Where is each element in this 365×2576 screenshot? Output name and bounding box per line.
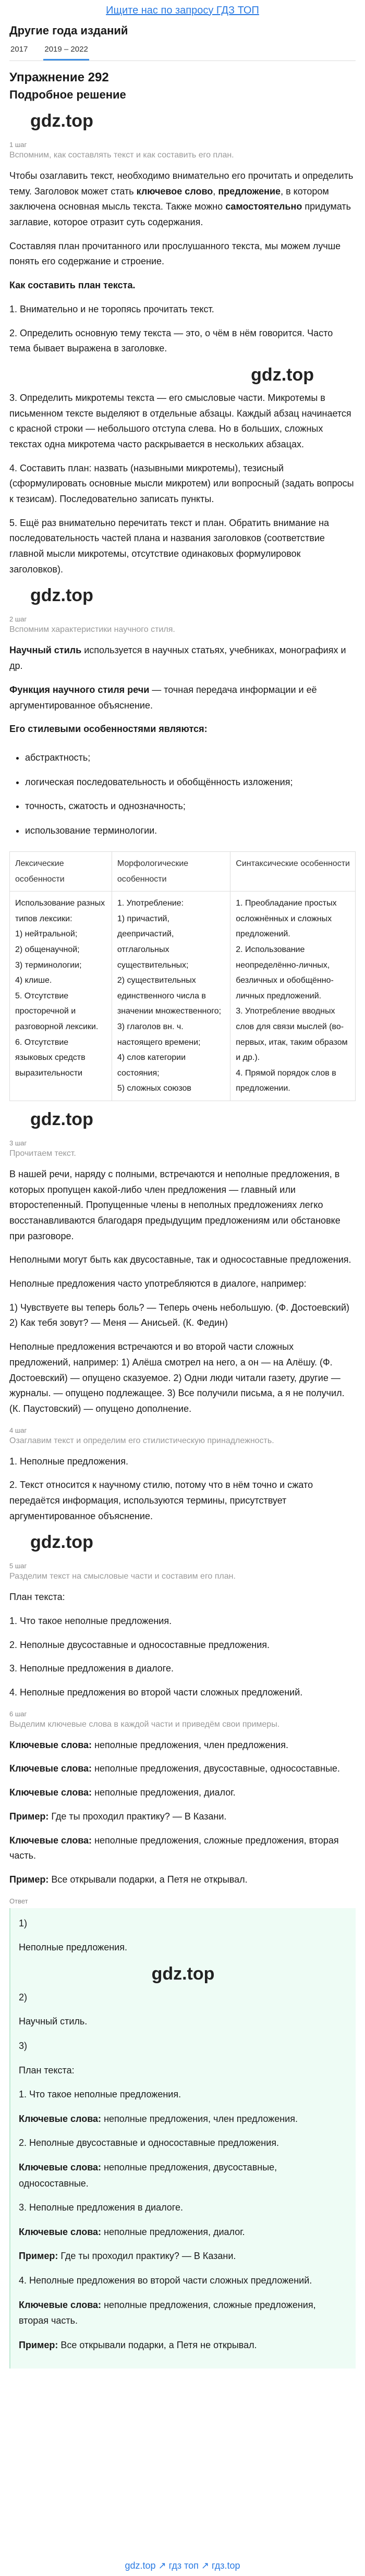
step-label: 5 шаг — [9, 1562, 27, 1570]
list-item: 3. Определить микротемы текста — его смысловые части. Микротемы в письменном тексте выделяют в отдельные абзацы. Каждый абзац начинается с красной строки — небольшого отступа слева. Но в больших, сложных текстах одна микротема часто раскрывается в нескольких абзацах. — [9, 392, 351, 449]
paragraph: Функция научного стиля речи — точная передача информации и её аргументированное объяснение. — [9, 684, 317, 711]
answer-label: Ответ — [9, 1897, 28, 1905]
step-label: 6 шаг — [9, 1710, 27, 1718]
list-item: 1. Что такое неполные предложения. — [19, 2089, 181, 2100]
top-search-link[interactable]: Ищите нас по запросу ГДЗ ТОП — [106, 4, 259, 16]
answer-line: Научный стиль. — [19, 2016, 88, 2027]
example-line: Пример: Где ты проходил практику? — В Казани. — [19, 2251, 236, 2262]
keywords-line: Ключевые слова: неполные предложения, диалог. — [9, 1787, 236, 1798]
table-header: Лексические особенности — [10, 852, 112, 892]
table-header: Синтаксические особенности — [230, 852, 356, 892]
keywords-line: Ключевые слова: неполные предложения, член предложения. — [9, 1739, 288, 1750]
watermark: gdz.top — [30, 585, 93, 606]
keywords-line: Ключевые слова: неполные предложения, двусоставные, односоставные. — [19, 2162, 277, 2189]
paragraph: В нашей речи, наряду с полными, встречаются и неполные предложения, в которых пропущен какой-либо член предложения — главный или второстепенный. Пропущенные члены в неполных предложениях легко восстанавливаются благодаря предыдущим предложениям или обстановке при разговоре. — [9, 1168, 340, 1241]
table-cell: 1. Преобладание простых осложнённых и сложных предложений. 2. Использование неопределённо-личных, безличных и обобщённо-личных предложений. 3. Употребление вводных слов для связи мыслей (во-первых, итак, таким образом и др.). 4. Прямой порядок слов в предложении. — [230, 892, 356, 1101]
watermark: gdz.top — [30, 1109, 93, 1129]
features-list — [9, 746, 356, 843]
section-heading: План текста: — [9, 1592, 65, 1603]
tab-year-2019-2022[interactable]: 2019 – 2022 — [43, 43, 89, 60]
list-item: 1. Неполные предложения. — [9, 1456, 128, 1467]
list-item: 3. Неполные предложения в диалоге. — [19, 2202, 183, 2213]
example-line: Пример: Где ты проходил практику? — В Казани. — [9, 1811, 227, 1822]
list-item: • точность, сжатость и однозначность; — [25, 794, 356, 819]
example-line: Пример: Все открывали подарки, а Петя не открывал. — [9, 1874, 248, 1885]
paragraph: Неполные предложения встречаются и во второй части сложных предложений, например: 1) Алёша смотрел на него, а он — на Алёшу. (Ф. Достоевский) — опущено сказуемое. 2) Одни люди читали газету, другие — журналы. — опущено подлежащее. 3) Все получили письма, а я не получил. (К. Паустовский) — опущено дополнение. — [9, 1341, 345, 1414]
table-header: Морфологические особенности — [112, 852, 230, 892]
watermark: gdz.top — [30, 111, 93, 131]
watermark: gdz.top — [151, 1963, 215, 1984]
watermark: gdz.top — [251, 364, 314, 385]
step-description: Выделим ключевые слова в каждой части и приведём свои примеры. — [9, 1719, 280, 1729]
paragraph: Чтобы озаглавить текст, необходимо внимательно его прочитать и определить тему. Заголовок может стать ключевое слово, предложение, в котором заключена основная мысль текста. Также можно самостоятельно придумать заглавие, которое отразит суть содержания. — [9, 170, 354, 228]
paragraph: Научный стиль используется в научных статьях, учебниках, монографиях и др. — [9, 645, 346, 672]
list-item: 2. Неполные двусоставные и односоставные предложения. — [19, 2138, 279, 2148]
answer-line: 3) — [19, 2040, 28, 2051]
answer-line: Неполные предложения. — [19, 1942, 127, 1953]
keywords-line: Ключевые слова: неполные предложения, двусоставные, односоставные. — [9, 1763, 340, 1774]
keywords-line: Ключевые слова: неполные предложения, сложные предложения, вторая часть. — [9, 1835, 339, 1861]
content — [0, 24, 365, 2369]
tab-year-2017[interactable]: 2017 — [10, 45, 28, 54]
list-item: 4. Неполные предложения во второй части сложных предложений. — [9, 1687, 303, 1698]
list-item: 3. Неполные предложения в диалоге. — [9, 1663, 174, 1674]
watermark: gdz.top — [30, 1532, 93, 1553]
answer-line: План текста: — [19, 2065, 75, 2076]
section-heading: Его стилевыми особенностями являются: — [9, 724, 208, 735]
list-item: 4. Составить план: назвать (назывными микротемы), тезисный (сформулировать основные мысли микротем) или вопросный (задать вопросы к тезисам). Последовательно записать пункты. — [9, 462, 354, 504]
exercise-title: Упражнение 292 — [9, 70, 109, 84]
paragraph: Составляя план прочитанного или прослушанного текста, мы можем лучше понять его содержание и строение. — [9, 240, 341, 267]
list-item: • использование терминологии. — [25, 819, 356, 843]
paragraph: 1) Чувствуете вы теперь боль? — Теперь очень небольшую. (Ф. Достоевский) 2) Как тебя зовут? — Меня — Анисьей. (К. Федин) — [9, 1302, 350, 1328]
table-cell: 1. Употребление: 1) причастий, деепричастий, отглагольных существительных; 2) существительных единственного числа в значении множественного; 3) глаголов вн. ч. настоящего времени; 4) слов категории состояния; 5) сложных союзов — [112, 892, 230, 1101]
list-item: 4. Неполные предложения во второй части сложных предложений. — [19, 2275, 312, 2286]
step-description: Озаглавим текст и определим его стилистическую принадлежность. — [9, 1436, 274, 1445]
years-title: Другие года изданий — [9, 24, 128, 37]
list-item: 1. Что такое неполные предложения. — [9, 1616, 172, 1627]
list-item: 2. Определить основную тему текста — это, о чём в нём говорится. Часто тема бывает выражена в заголовке. — [9, 327, 333, 354]
step-description: Вспомним, как составлять текст и как составить его план. — [9, 151, 234, 160]
keywords-line: Ключевые слова: неполные предложения, сложные предложения, вторая часть. — [19, 2299, 316, 2326]
features-table — [9, 851, 356, 1101]
paragraph: Неполными могут быть как двусоставные, так и односоставные предложения. — [9, 1254, 351, 1265]
footer-links[interactable]: gdz.top ↗ гдз топ ↗ гдз.top — [125, 2560, 240, 2571]
step-description: Вспомним характеристики научного стиля. — [9, 625, 175, 634]
answer-line: 2) — [19, 1992, 28, 2003]
keywords-line: Ключевые слова: неполные предложения, член предложения. — [19, 2113, 298, 2124]
table-cell: Использование разных типов лексики: 1) нейтральной; 2) общенаучной; 3) терминологии; 4) клише. 5. Отсутствие просторечной и разговорной лексики. 6. Отсутствие языковых средств выразительности — [10, 892, 112, 1101]
years-tabs — [9, 43, 356, 61]
paragraph: Неполные предложения часто употребляются в диалоге, например: — [9, 1278, 307, 1289]
subtitle: Подробное решение — [9, 88, 126, 101]
answer-box — [9, 1908, 356, 2369]
step-label: 2 шаг — [9, 615, 27, 624]
list-item: • логическая последовательность и обобщённость изложения; — [25, 770, 356, 795]
example-line: Пример: Все открывали подарки, а Петя не открывал. — [19, 2339, 257, 2350]
list-item: 5. Ещё раз внимательно перечитать текст и план. Обратить внимание на последовательность частей плана и названия заголовков (соответствие главной мысли микротемы, отсутствие одинаковых формулировок заголовков). — [9, 517, 330, 575]
top-banner — [0, 0, 365, 21]
step-description: Разделим текст на смысловые части и составим его план. — [9, 1572, 236, 1581]
step-label: 1 шаг — [9, 141, 27, 149]
answer-line: 1) — [19, 1918, 28, 1928]
list-item: 1. Внимательно и не торопясь прочитать текст. — [9, 303, 214, 314]
list-item: • абстрактность; — [25, 746, 356, 770]
list-item: 2. Неполные двусоставные и односоставные предложения. — [9, 1639, 270, 1650]
list-item: 2. Текст относится к научному стилю, потому что в нём точно и сжато передаётся информация, используются термины, присутствует аргументированное объяснение. — [9, 1480, 313, 1521]
step-description: Прочитаем текст. — [9, 1149, 76, 1158]
section-heading: Как составить план текста. — [9, 280, 136, 291]
step-label: 3 шаг — [9, 1139, 27, 1147]
keywords-line: Ключевые слова: неполные предложения, диалог. — [19, 2226, 245, 2237]
step-label: 4 шаг — [9, 1426, 27, 1434]
